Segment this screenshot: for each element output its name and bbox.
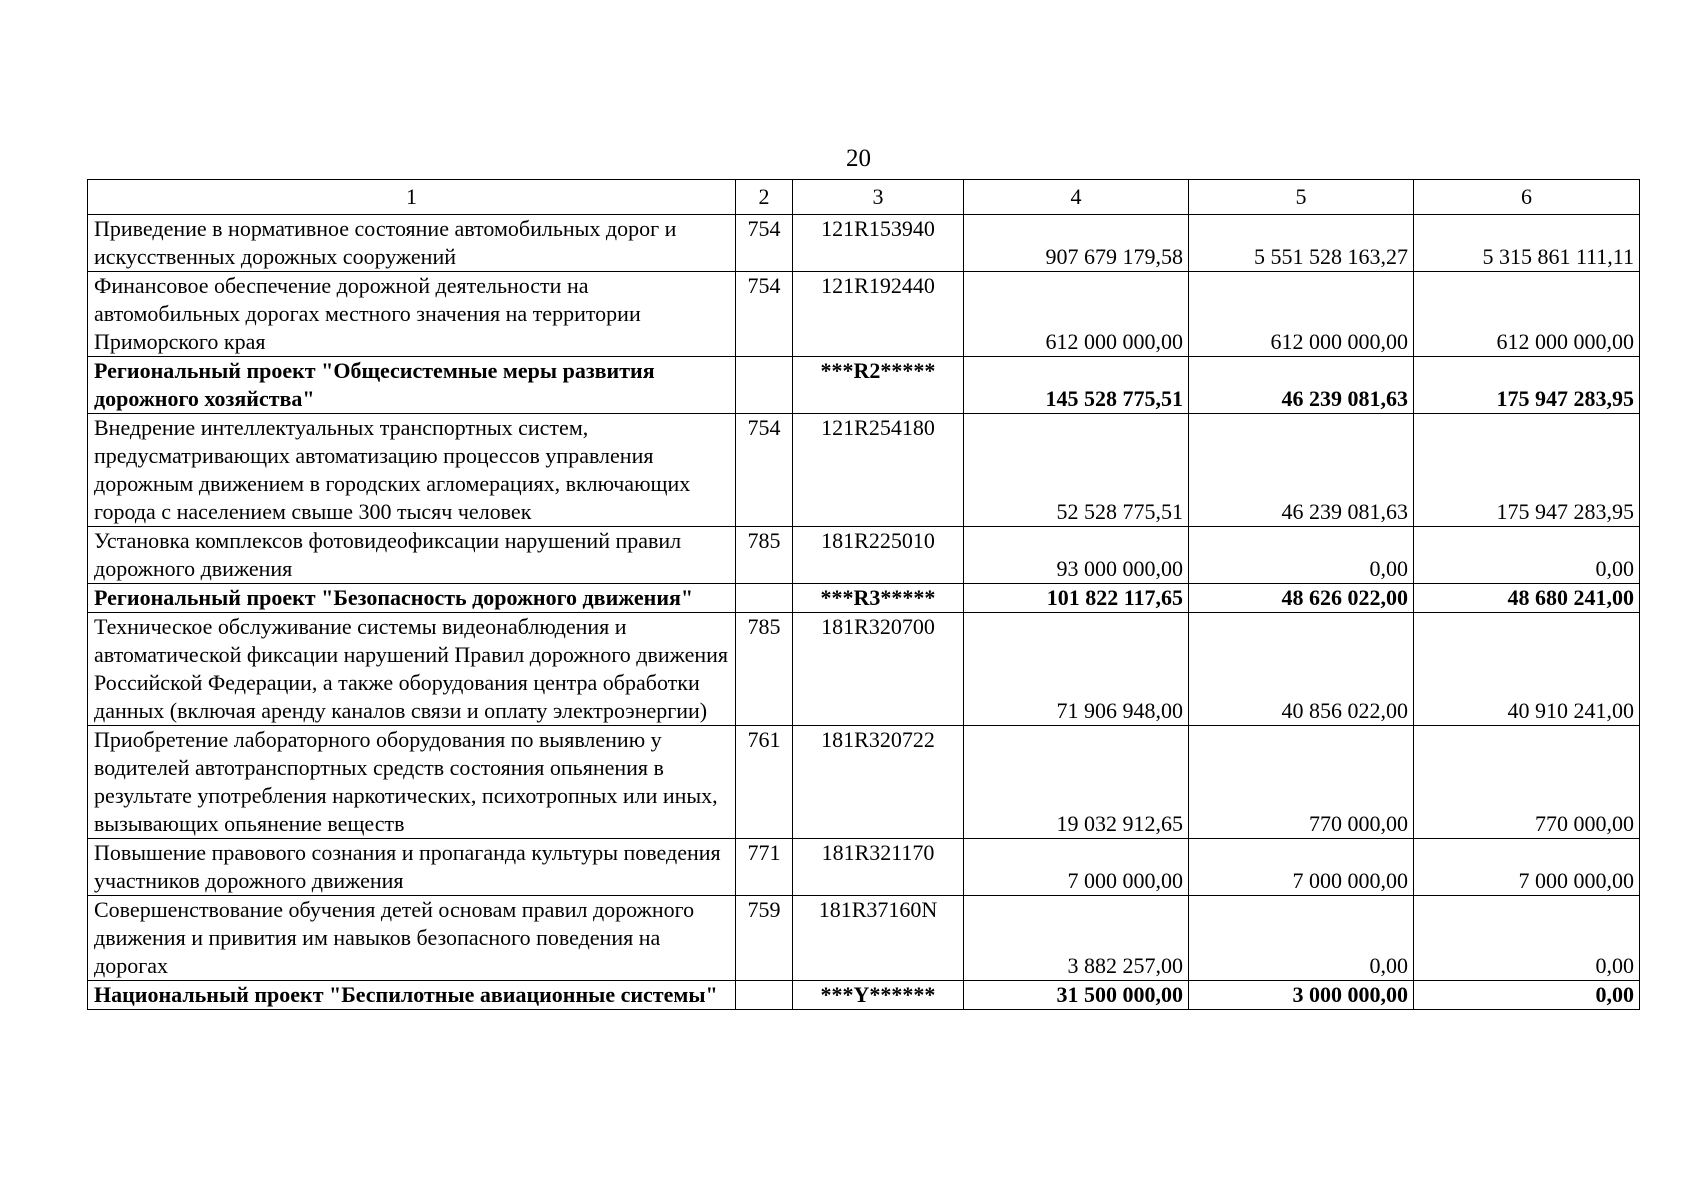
row-value-6-cell: 48 680 241,00 xyxy=(1414,584,1640,613)
row-value-4-cell: 19 032 912,65 xyxy=(964,726,1189,839)
row-name-cell: Финансовое обеспечение дорожной деятельности на автомобильных дорогах местного значения на территории Приморского края xyxy=(88,272,736,357)
row-value-6-cell: 0,00 xyxy=(1414,527,1640,584)
row-value-6-cell: 0,00 xyxy=(1414,981,1640,1010)
column-header-1: 1 xyxy=(88,180,736,215)
table-row xyxy=(88,527,1640,584)
table-section-row xyxy=(88,357,1640,414)
row-code-cell xyxy=(736,357,793,414)
row-value-4-cell: 101 822 117,65 xyxy=(964,584,1189,613)
row-value-6-cell: 0,00 xyxy=(1414,896,1640,981)
row-code-cell: 761 xyxy=(736,726,793,839)
row-code-cell: 785 xyxy=(736,613,793,726)
row-kcsr-cell: 121R153940 xyxy=(793,215,964,272)
table-body xyxy=(88,215,1640,1010)
row-value-6-cell: 175 947 283,95 xyxy=(1414,414,1640,527)
column-header-5: 5 xyxy=(1189,180,1414,215)
table-header-row xyxy=(88,180,1640,215)
row-value-5-cell: 5 551 528 163,27 xyxy=(1189,215,1414,272)
row-value-6-cell: 40 910 241,00 xyxy=(1414,613,1640,726)
row-value-5-cell: 0,00 xyxy=(1189,896,1414,981)
column-header-2: 2 xyxy=(736,180,793,215)
table-row xyxy=(88,613,1640,726)
row-kcsr-cell: 121R254180 xyxy=(793,414,964,527)
row-name-cell: Техническое обслуживание системы видеонаблюдения и автоматической фиксации нарушений Правил дорожного движения Российской Федерации, а также оборудования центра обработки данных (включая аренду каналов связи и оплату электроэнергии) xyxy=(88,613,736,726)
table-section-row xyxy=(88,981,1640,1010)
row-value-4-cell: 71 906 948,00 xyxy=(964,613,1189,726)
row-kcsr-cell: 181R225010 xyxy=(793,527,964,584)
row-value-4-cell: 52 528 775,51 xyxy=(964,414,1189,527)
table-row xyxy=(88,414,1640,527)
row-value-4-cell: 93 000 000,00 xyxy=(964,527,1189,584)
row-code-cell: 754 xyxy=(736,272,793,357)
row-value-6-cell: 612 000 000,00 xyxy=(1414,272,1640,357)
column-header-6: 6 xyxy=(1414,180,1640,215)
row-name-cell: Национальный проект "Беспилотные авиационные системы" xyxy=(88,981,736,1010)
row-value-6-cell: 175 947 283,95 xyxy=(1414,357,1640,414)
row-name-cell: Региональный проект "Безопасность дорожного движения" xyxy=(88,584,736,613)
table-row xyxy=(88,726,1640,839)
row-value-4-cell: 7 000 000,00 xyxy=(964,839,1189,896)
row-value-5-cell: 46 239 081,63 xyxy=(1189,414,1414,527)
row-value-4-cell: 3 882 257,00 xyxy=(964,896,1189,981)
row-code-cell xyxy=(736,981,793,1010)
row-kcsr-cell: ***R2***** xyxy=(793,357,964,414)
table-row xyxy=(88,272,1640,357)
row-name-cell: Приведение в нормативное состояние автомобильных дорог и искусственных дорожных сооружений xyxy=(88,215,736,272)
row-code-cell: 754 xyxy=(736,414,793,527)
row-name-cell: Внедрение интеллектуальных транспортных систем, предусматривающих автоматизацию процессов управления дорожным движением в городских агломерациях, включающих города с населением свыше 300 тысяч человек xyxy=(88,414,736,527)
row-kcsr-cell: ***Y****** xyxy=(793,981,964,1010)
table-section-row xyxy=(88,584,1640,613)
row-value-6-cell: 7 000 000,00 xyxy=(1414,839,1640,896)
page-number: 20 xyxy=(846,145,871,172)
row-value-4-cell: 612 000 000,00 xyxy=(964,272,1189,357)
row-value-5-cell: 48 626 022,00 xyxy=(1189,584,1414,613)
budget-table xyxy=(87,179,1640,1010)
row-value-4-cell: 907 679 179,58 xyxy=(964,215,1189,272)
row-name-cell: Приобретение лабораторного оборудования по выявлению у водителей автотранспортных средств состояния опьянения в результате употребления наркотических, психотропных или иных, вызывающих опьянение веществ xyxy=(88,726,736,839)
row-value-5-cell: 3 000 000,00 xyxy=(1189,981,1414,1010)
row-value-5-cell: 612 000 000,00 xyxy=(1189,272,1414,357)
row-kcsr-cell: 181R320700 xyxy=(793,613,964,726)
row-value-6-cell: 5 315 861 111,11 xyxy=(1414,215,1640,272)
column-header-3: 3 xyxy=(793,180,964,215)
row-name-cell: Повышение правового сознания и пропаганда культуры поведения участников дорожного движения xyxy=(88,839,736,896)
row-value-5-cell: 46 239 081,63 xyxy=(1189,357,1414,414)
table-row xyxy=(88,215,1640,272)
row-value-5-cell: 7 000 000,00 xyxy=(1189,839,1414,896)
row-value-4-cell: 31 500 000,00 xyxy=(964,981,1189,1010)
table-row xyxy=(88,896,1640,981)
table-row xyxy=(88,839,1640,896)
row-value-5-cell: 0,00 xyxy=(1189,527,1414,584)
row-value-5-cell: 770 000,00 xyxy=(1189,726,1414,839)
row-code-cell xyxy=(736,584,793,613)
row-code-cell: 754 xyxy=(736,215,793,272)
row-code-cell: 759 xyxy=(736,896,793,981)
row-code-cell: 785 xyxy=(736,527,793,584)
column-header-4: 4 xyxy=(964,180,1189,215)
row-name-cell: Региональный проект "Общесистемные меры развития дорожного хозяйства" xyxy=(88,357,736,414)
row-kcsr-cell: 121R192440 xyxy=(793,272,964,357)
row-value-6-cell: 770 000,00 xyxy=(1414,726,1640,839)
row-value-5-cell: 40 856 022,00 xyxy=(1189,613,1414,726)
row-value-4-cell: 145 528 775,51 xyxy=(964,357,1189,414)
row-kcsr-cell: 181R321170 xyxy=(793,839,964,896)
row-name-cell: Совершенствование обучения детей основам правил дорожного движения и привития им навыков безопасного поведения на дорогах xyxy=(88,896,736,981)
row-kcsr-cell: ***R3***** xyxy=(793,584,964,613)
row-name-cell: Установка комплексов фотовидеофиксации нарушений правил дорожного движения xyxy=(88,527,736,584)
row-kcsr-cell: 181R320722 xyxy=(793,726,964,839)
row-kcsr-cell: 181R37160N xyxy=(793,896,964,981)
row-code-cell: 771 xyxy=(736,839,793,896)
